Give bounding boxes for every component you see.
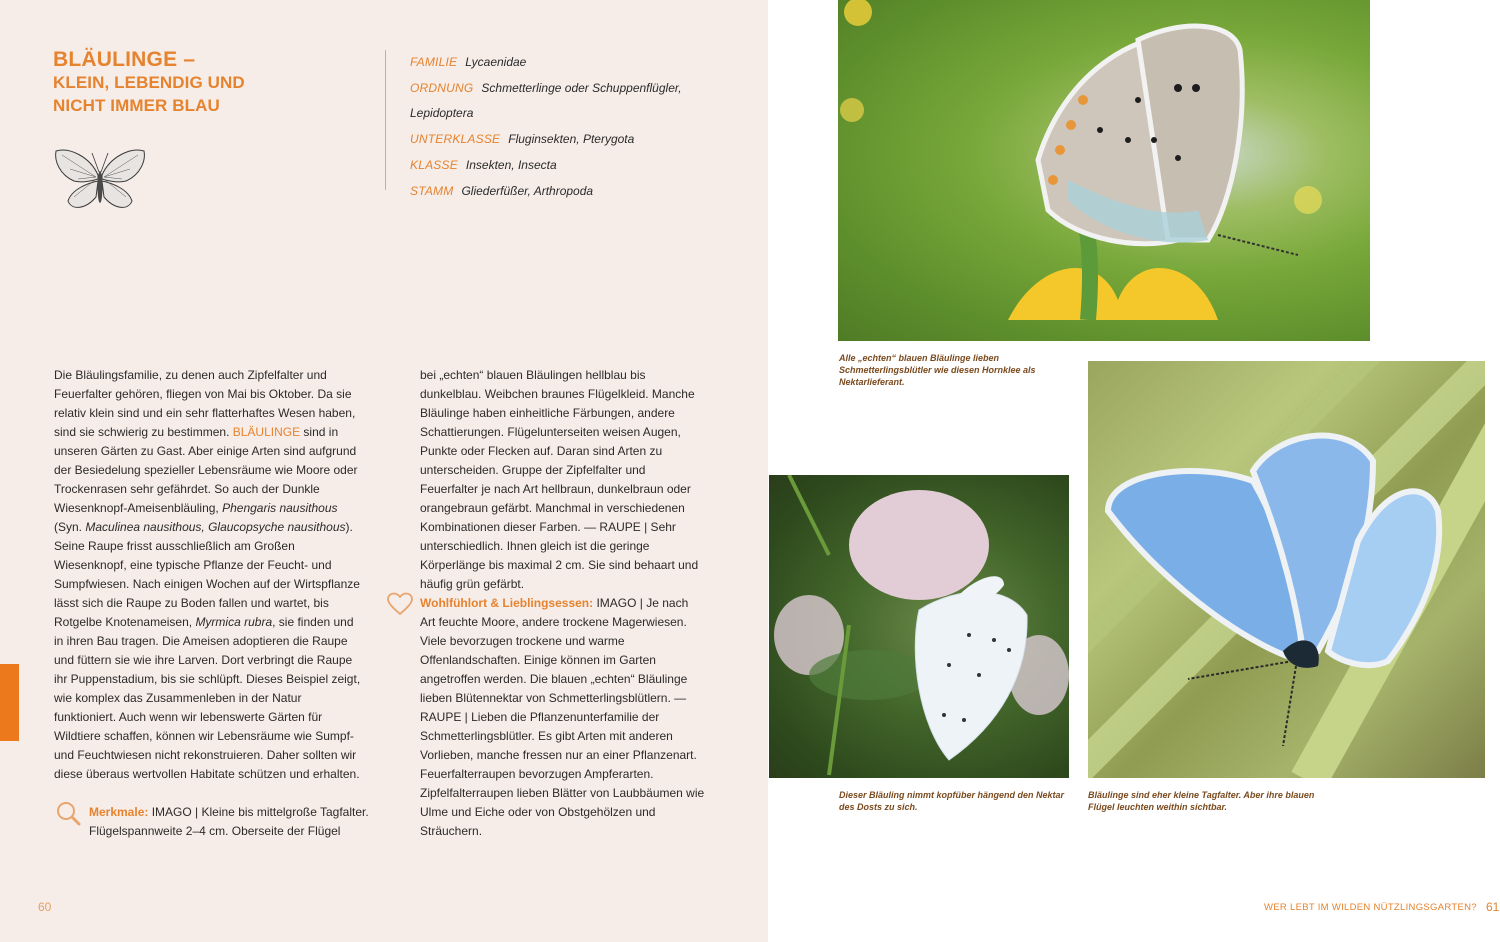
- taxonomy-box: [385, 50, 682, 198]
- wohlfuehlort-box: Wohlfühlort & Lieblingsessen: IMAGO | Je nach Art feuchte Moore, andere trockene Magerwiesen. Viele bevorzugen trockene und warme Offenlandschaften. Einige können im Garten angetroffen werden. Die blauen „echten“ Bläulinge lieben Blütennektar von Schmetterlingsblütlern. — RAUPE | Lieben die Pflanzenunterfamilie der Schmetterlingsblütler. Es gibt Arten mit anderen Vorlieben, manche fressen nur an einer Pflanzenart. Feuerfalterraupen bevorzugen Ampferarten. Zipfelfalterraupen lieben Blätter von Laubbäumen wie Ulme und Eiche oder von Obstgehölzen und Sträuchern.: [420, 596, 705, 838]
- taxonomy-row-ordnung-cont: Lepidoptera: [410, 106, 474, 121]
- taxonomy-row-familie: FAMILIE Lycaenidae: [410, 55, 527, 69]
- title-line-1: BLÄULINGE –: [53, 48, 196, 71]
- running-head: WER LEBT IM WILDEN NÜTZLINGSGARTEN?: [1264, 902, 1477, 913]
- butterfly-underside-illustration: [838, 0, 1370, 341]
- butterfly-blue-illustration: [1088, 361, 1485, 778]
- body-column-2: bei „echten“ blauen Bläulingen hellblau bis dunkelblau. Weibchen braunes Flügelkleid. Manche Bläulinge haben einheitliche Färbungen, andere Schattierungen. Flügelunterseiten weisen Augen, Punkte oder Flecken auf. Daran sind Arten zu unterscheiden. Gruppe der Zipfelfalter und Feuerfalter je nach Art hellbraun, dunkelbraun oder orangebraun gefärbt. Manchmal in verschiedenen Kombinationen dieser Farben. — RAUPE | Sehr unterschiedlich. Ihnen gleich ist die geringe Körperlänge bis maximal 2 cm. Sie sind behaart und häufig grün gefärbt.: [420, 368, 699, 591]
- chapter-tab-marker: [0, 664, 19, 741]
- page-number-left: 60: [38, 900, 52, 914]
- butterfly-white-illustration: [769, 475, 1069, 778]
- taxonomy-row-ordnung: ORDNUNG Schmetterlinge oder Schuppenflügler,: [410, 80, 682, 95]
- taxonomy-row-unterklasse: UNTERKLASSE Fluginsekten, Pterygota: [410, 132, 635, 147]
- merkmale-box: Merkmale: IMAGO | Kleine bis mittelgroße Tagfalter. Flügelspannweite 2–4 cm. Oberseite der Flügel: [89, 805, 369, 838]
- photo-blue-butterfly-on-grass: [1088, 361, 1485, 778]
- title-line-3: NICHT IMMER BLAU: [53, 96, 220, 115]
- photo-butterfly-on-dost: [769, 475, 1069, 778]
- taxonomy-row-stamm: STAMM Gliederfüßer, Arthropoda: [410, 183, 594, 198]
- page-number-right: 61: [1486, 900, 1500, 914]
- title-line-2: KLEIN, LEBENDIG UND: [53, 73, 245, 92]
- magnifier-icon: [55, 800, 81, 826]
- highlight-blaeulinge: BLÄULINGE: [232, 425, 301, 439]
- photo-butterfly-on-hornklee: [838, 0, 1370, 341]
- body-column-1: [54, 366, 366, 784]
- page-title: [53, 48, 245, 117]
- caption-photo-2: Dieser Bläuling nimmt kopfüber hängend den Nektar des Dosts zu sich.: [839, 790, 1065, 812]
- heart-icon: [386, 592, 414, 616]
- intro-paragraph: Die Bläulingsfamilie, zu denen auch Zipfelfalter und Feuerfalter gehören, fliegen von Mai bis Oktober. Da sie relativ klein sind und ein sehr flatterhaftes Wesen haben, sind sie schwierig zu bestimmen. BLÄULINGE sind in unseren Gärten zu Gast. Aber einige Arten sind aufgrund der Besiedelung spezieller Lebensräume wie Moore oder Trockenrasen sehr gefährdet. So auch der Dunkle Wiesenknopf-Ameisenbläuling, Phengaris nausithous (Syn. Maculinea nausithous, Glaucopsyche nausithous). Seine Raupe frisst ausschließlich am Großen Wiesenknopf, eine typische Pflanze der Feucht- und Sumpfwiesen. Nach einigen Wochen auf der Wirtspflanze lässt sich die Raupe zu Boden fallen und wartet, bis Rotgelbe Knotenameisen, Myrmica rubra, sie finden und in ihren Bau tragen. Die Ameisen adoptieren die Raupe und füttern sie wie ihre Larven. Dort verbringt die Raupe ihr Puppenstadium, bis sie schlüpft. Dieses Beispiel zeigt, wie komplex das Zusammenleben in der Natur funktioniert. Auch wenn wir lebenswerte Gärten für Wildtiere schaffen, können wir Lebensräume wie Sumpf- und Feuchtwiesen nicht rekonstruieren. Daher sollten wir diese überaus wertvollen Habitate schützen und erhalten.: [54, 368, 361, 781]
- taxonomy-row-klasse: KLASSE Insekten, Insecta: [410, 157, 557, 172]
- caption-photo-3: Bläulinge sind eher kleine Tagfalter. Aber ihre blauen Flügel leuchten weithin sichtbar.: [1088, 790, 1315, 812]
- butterfly-sketch-icon: [52, 145, 148, 215]
- caption-photo-1: Alle „echten“ blauen Bläulinge lieben Schmetterlingsblütler wie diesen Hornklee als Nektarlieferant.: [839, 353, 1036, 387]
